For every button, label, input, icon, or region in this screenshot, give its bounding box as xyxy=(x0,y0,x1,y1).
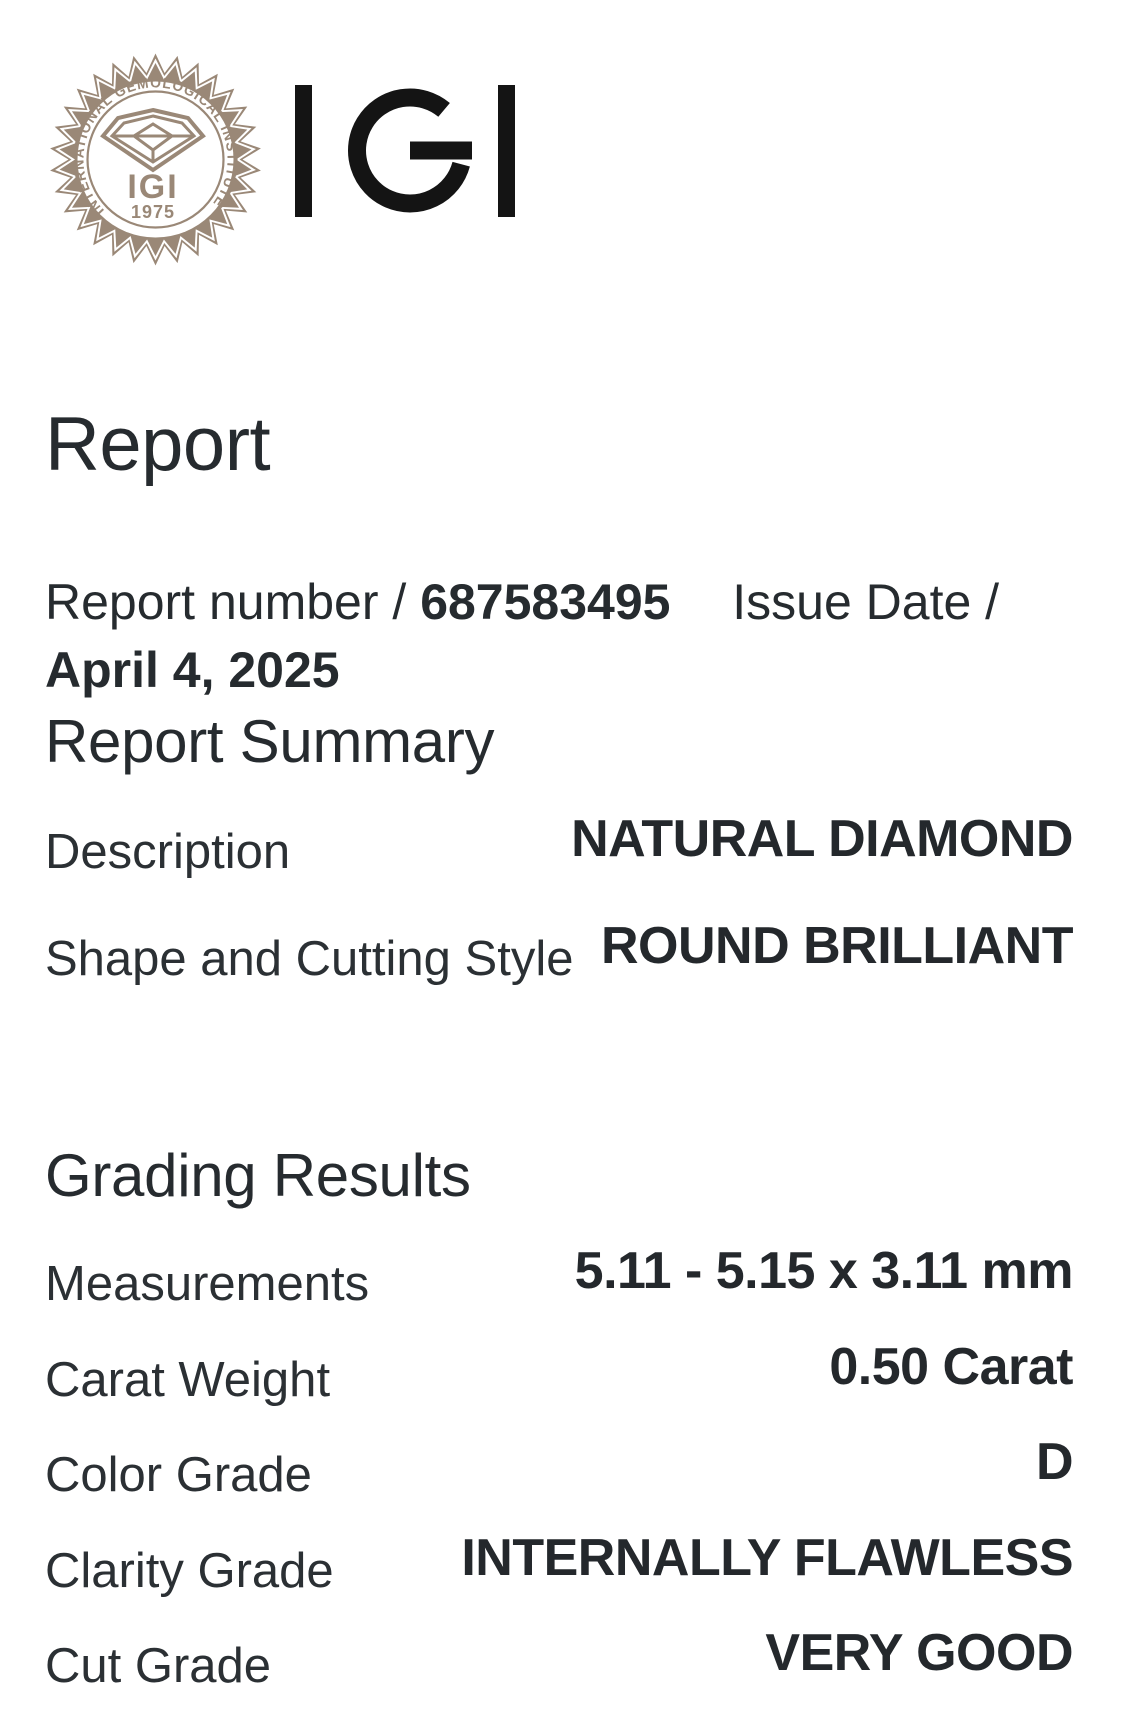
grading-results-rows xyxy=(45,1242,1073,1723)
description-label: Description xyxy=(45,825,291,879)
grading-row-clarity-grade xyxy=(45,1528,1073,1628)
grading-results-heading: Grading Results xyxy=(45,1142,471,1209)
summary-row-description xyxy=(45,810,1073,920)
grading-row-carat-weight xyxy=(45,1337,1073,1437)
description-value: NATURAL DIAMOND xyxy=(571,810,1073,868)
shape-label: Shape and Cutting Style xyxy=(45,932,574,986)
issue-date-value: April 4, 2025 xyxy=(45,642,340,698)
carat-weight-value: 0.50 Carat xyxy=(829,1337,1073,1396)
seal-ring-text: INTERNATIONAL GEMOLOGICAL INSTITUTE xyxy=(71,75,240,219)
igi-seal-icon xyxy=(48,52,263,267)
report-summary-rows xyxy=(45,810,1073,1027)
page-title: Report xyxy=(45,402,271,487)
summary-row-shape xyxy=(45,917,1073,1027)
measurements-label: Measurements xyxy=(45,1257,370,1311)
report-number-label: Report number / xyxy=(45,574,407,630)
grading-row-color-grade xyxy=(45,1433,1073,1532)
igi-logo-text xyxy=(0,0,1,1)
grading-row-measurements xyxy=(45,1242,1073,1341)
igi-logo xyxy=(290,82,522,218)
grading-row-cut-grade xyxy=(45,1624,1073,1723)
report-summary-heading: Report Summary xyxy=(45,708,495,775)
cut-grade-value: VERY GOOD xyxy=(765,1624,1073,1682)
carat-weight-label: Carat Weight xyxy=(45,1352,331,1407)
clarity-grade-label: Clarity Grade xyxy=(45,1543,334,1598)
report-number-value: 687583495 xyxy=(420,574,671,630)
igi-logo-letters xyxy=(295,85,515,217)
shape-value: ROUND BRILLIANT xyxy=(600,917,1073,975)
seal-monogram: IGI xyxy=(127,168,179,206)
measurements-value: 5.11 - 5.15 x 3.11 mm xyxy=(574,1242,1073,1300)
cut-grade-label: Cut Grade xyxy=(45,1639,272,1693)
issue-date-label: Issue Date / xyxy=(732,574,1000,630)
report-meta xyxy=(45,568,1077,704)
seal-year: 1975 xyxy=(130,202,176,222)
clarity-grade-value: INTERNALLY FLAWLESS xyxy=(461,1528,1073,1587)
color-grade-label: Color Grade xyxy=(45,1448,312,1502)
color-grade-value: D xyxy=(1035,1433,1073,1491)
